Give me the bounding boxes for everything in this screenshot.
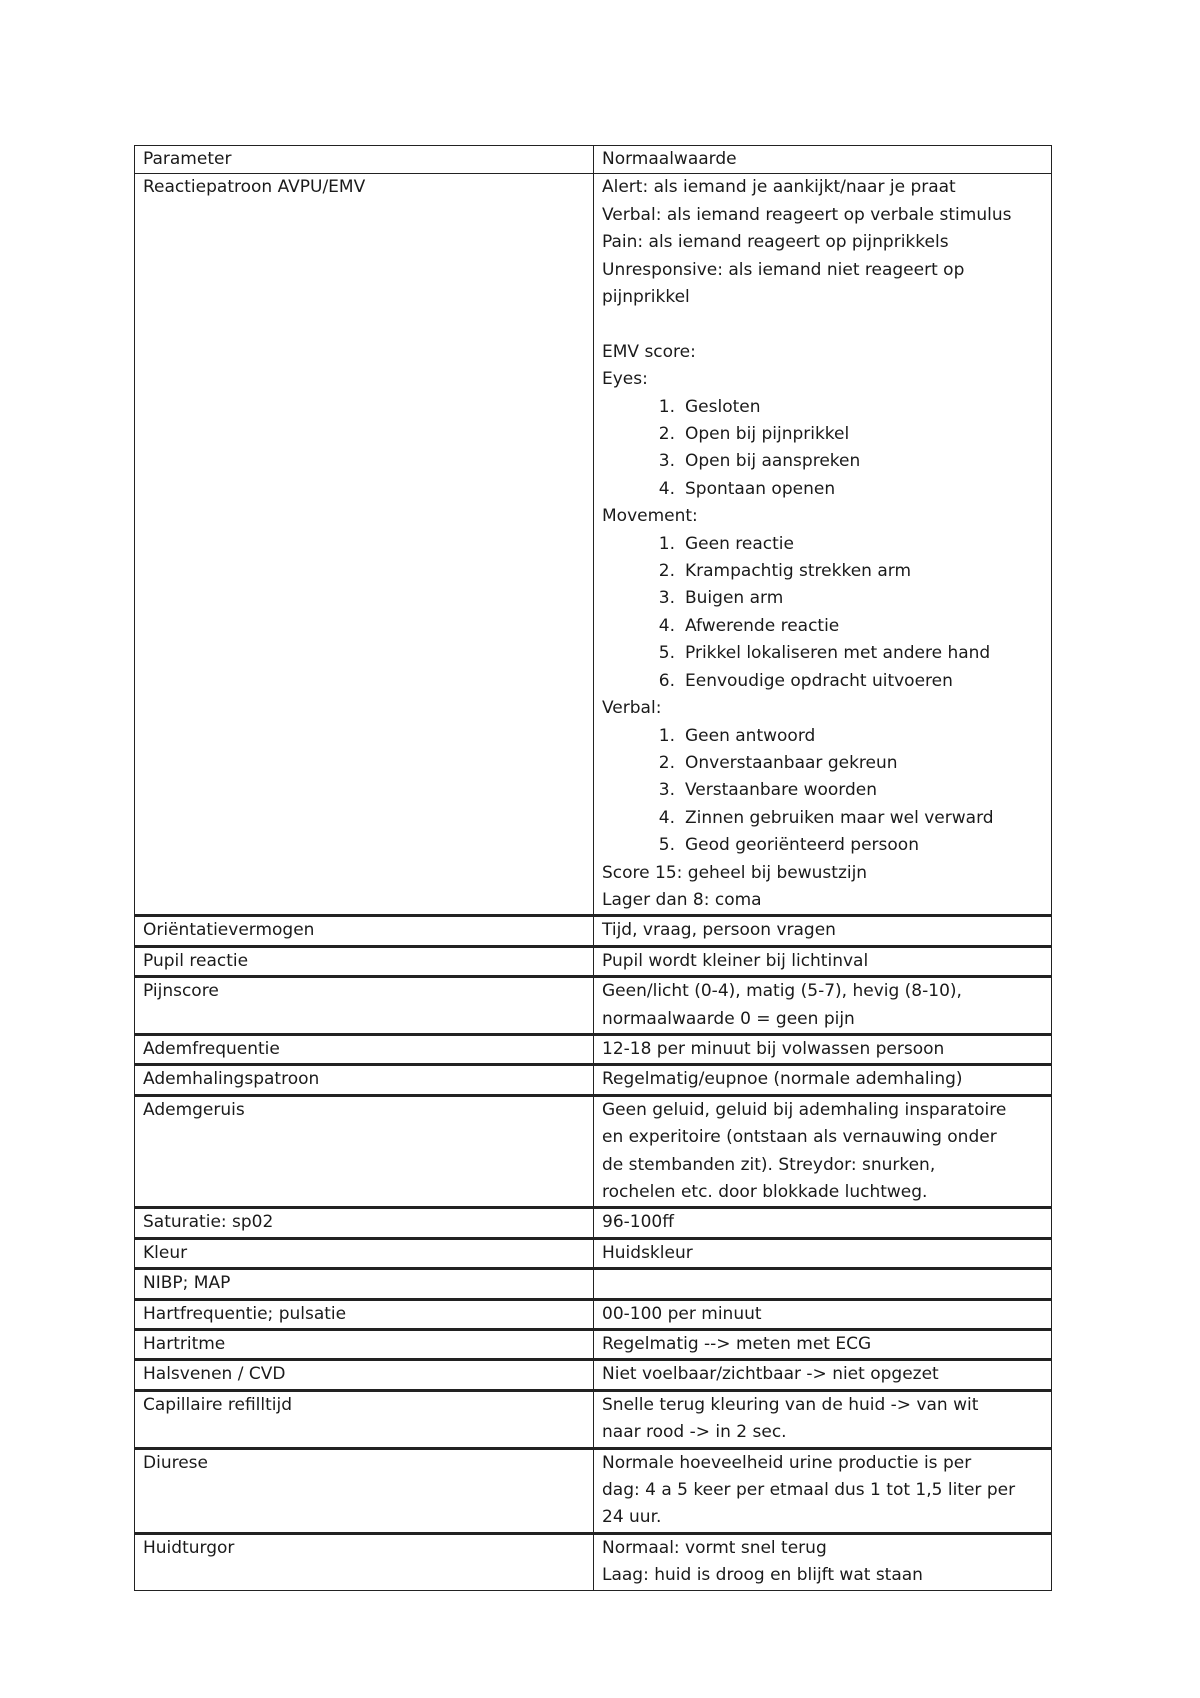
list-item bbox=[602, 805, 1043, 832]
blank-line bbox=[602, 311, 1043, 338]
value-line: Snelle terug kleuring van de huid -> van wit bbox=[602, 1394, 979, 1415]
parameter-cell bbox=[135, 1238, 594, 1268]
list-text: Open bij pijnprikkel bbox=[685, 424, 850, 445]
list-item bbox=[602, 585, 1043, 612]
parameter-label: Pijnscore bbox=[143, 981, 219, 1002]
movement-list bbox=[602, 531, 1043, 695]
table-row bbox=[135, 916, 1052, 946]
list-text: Verstaanbare woorden bbox=[685, 780, 877, 801]
value-line: 00-100 per minuut bbox=[602, 1303, 762, 1324]
list-item bbox=[602, 723, 1043, 750]
value-line: Geen/licht (0-4), matig (5-7), hevig (8-10), bbox=[602, 981, 962, 1002]
list-item bbox=[602, 750, 1043, 777]
list-text: Onverstaanbaar gekreun bbox=[685, 752, 898, 773]
list-item bbox=[602, 832, 1043, 859]
value-line: Normaal: vormt snel terug bbox=[602, 1537, 827, 1558]
list-number: 4. bbox=[658, 615, 675, 636]
avpu-parameter-cell: Reactiepatroon AVPU/EMV bbox=[135, 174, 594, 916]
list-number: 4. bbox=[658, 807, 675, 828]
list-text: Krampachtig strekken arm bbox=[685, 561, 912, 582]
value-line: en experitoire (ontstaan als vernauwing onder bbox=[602, 1127, 997, 1148]
header-value: Normaalwaarde bbox=[594, 146, 1052, 174]
value-line: Regelmatig/eupnoe (normale ademhaling) bbox=[602, 1069, 963, 1090]
table-row bbox=[135, 977, 1052, 1035]
parameter-label: Oriëntatievermogen bbox=[143, 920, 315, 941]
parameter-label: Ademgeruis bbox=[143, 1099, 245, 1120]
value-cell bbox=[594, 1330, 1052, 1360]
list-number: 6. bbox=[658, 670, 675, 691]
list-text: Geen reactie bbox=[685, 533, 794, 554]
value-line: rochelen etc. door blokkade luchtweg. bbox=[602, 1182, 928, 1203]
table-row bbox=[135, 1448, 1052, 1533]
value-line: Laag: huid is droog en blijft wat staan bbox=[602, 1565, 923, 1586]
list-number: 5. bbox=[658, 643, 675, 664]
value-line: naar rood -> in 2 sec. bbox=[602, 1422, 787, 1443]
parameter-cell bbox=[135, 1330, 594, 1360]
table-row bbox=[135, 1533, 1052, 1590]
value-cell bbox=[594, 916, 1052, 946]
list-item bbox=[602, 613, 1043, 640]
list-text: Buigen arm bbox=[685, 588, 784, 609]
list-text: Afwerende reactie bbox=[685, 615, 840, 636]
eyes-list bbox=[602, 394, 1043, 504]
parameter-table bbox=[134, 145, 1052, 1591]
parameter-cell bbox=[135, 1448, 594, 1533]
parameter-label: Huidturgor bbox=[143, 1537, 235, 1558]
emv-title: EMV score: bbox=[602, 341, 696, 362]
header-parameter: Parameter bbox=[135, 146, 594, 174]
parameter-cell bbox=[135, 1390, 594, 1448]
score-line: Score 15: geheel bij bewustzijn bbox=[602, 862, 868, 883]
list-number: 5. bbox=[658, 835, 675, 856]
table-row bbox=[135, 1208, 1052, 1238]
list-text: Geod georiënteerd persoon bbox=[685, 835, 919, 856]
avpu-line: pijnprikkel bbox=[602, 287, 690, 308]
list-number: 2. bbox=[658, 752, 675, 773]
parameter-label: Halsvenen / CVD bbox=[143, 1364, 286, 1385]
value-cell bbox=[594, 977, 1052, 1035]
value-cell bbox=[594, 1238, 1052, 1268]
table-row bbox=[135, 1360, 1052, 1390]
list-number: 3. bbox=[658, 588, 675, 609]
value-cell bbox=[594, 1095, 1052, 1208]
list-number: 2. bbox=[658, 424, 675, 445]
verbal-list bbox=[602, 723, 1043, 860]
list-item bbox=[602, 640, 1043, 667]
value-line bbox=[602, 1270, 1043, 1297]
avpu-value-cell bbox=[594, 174, 1052, 916]
list-number: 3. bbox=[658, 451, 675, 472]
value-cell bbox=[594, 1360, 1052, 1390]
table-header-row bbox=[135, 146, 1052, 174]
list-item bbox=[602, 476, 1043, 503]
value-cell bbox=[594, 1390, 1052, 1448]
list-item bbox=[602, 558, 1043, 585]
value-cell bbox=[594, 1208, 1052, 1238]
list-text: Spontaan openen bbox=[685, 478, 836, 499]
table-body bbox=[135, 146, 1052, 1591]
parameter-cell bbox=[135, 916, 594, 946]
list-text: Geen antwoord bbox=[685, 725, 816, 746]
eyes-title: Eyes: bbox=[602, 369, 648, 390]
parameter-cell bbox=[135, 1095, 594, 1208]
parameter-label: Hartfrequentie; pulsatie bbox=[143, 1303, 347, 1324]
value-line: Regelmatig --> meten met ECG bbox=[602, 1334, 872, 1355]
avpu-line: Alert: als iemand je aankijkt/naar je praat bbox=[602, 177, 956, 198]
list-item bbox=[602, 777, 1043, 804]
value-line: 96-100ff bbox=[602, 1212, 674, 1233]
list-text: Open bij aanspreken bbox=[685, 451, 861, 472]
value-cell bbox=[594, 1034, 1052, 1064]
parameter-cell bbox=[135, 977, 594, 1035]
parameter-cell bbox=[135, 1360, 594, 1390]
table-row bbox=[135, 1034, 1052, 1064]
value-cell bbox=[594, 1065, 1052, 1095]
list-number: 2. bbox=[658, 561, 675, 582]
table-row-avpu bbox=[135, 174, 1052, 916]
parameter-label: Ademhalingspatroon bbox=[143, 1069, 320, 1090]
list-item bbox=[602, 531, 1043, 558]
parameter-label: Hartritme bbox=[143, 1334, 226, 1355]
table-row bbox=[135, 1238, 1052, 1268]
parameter-label: Ademfrequentie bbox=[143, 1038, 280, 1059]
parameter-label: NIBP; MAP bbox=[143, 1273, 231, 1294]
value-line: normaalwaarde 0 = geen pijn bbox=[602, 1008, 855, 1029]
verbal-title: Verbal: bbox=[602, 698, 662, 719]
parameter-label: Diurese bbox=[143, 1452, 208, 1473]
table-row bbox=[135, 1269, 1052, 1299]
value-line: 24 uur. bbox=[602, 1507, 662, 1528]
list-text: Prikkel lokaliseren met andere hand bbox=[685, 643, 991, 664]
table-row bbox=[135, 1330, 1052, 1360]
value-cell bbox=[594, 1269, 1052, 1299]
parameter-cell bbox=[135, 1269, 594, 1299]
table-row bbox=[135, 1095, 1052, 1208]
value-line: de stembanden zit). Streydor: snurken, bbox=[602, 1154, 936, 1175]
list-text: Eenvoudige opdracht uitvoeren bbox=[685, 670, 953, 691]
movement-title: Movement: bbox=[602, 506, 698, 527]
parameter-cell bbox=[135, 1034, 594, 1064]
value-cell bbox=[594, 1533, 1052, 1590]
list-item bbox=[602, 668, 1043, 695]
value-cell bbox=[594, 1448, 1052, 1533]
parameter-label: Capillaire refilltijd bbox=[143, 1394, 292, 1415]
list-number: 1. bbox=[658, 725, 675, 746]
list-item bbox=[602, 421, 1043, 448]
list-item bbox=[602, 394, 1043, 421]
parameter-cell bbox=[135, 946, 594, 976]
parameter-label: Kleur bbox=[143, 1242, 188, 1263]
parameter-label: Saturatie: sp02 bbox=[143, 1212, 274, 1233]
value-line: 12-18 per minuut bij volwassen persoon bbox=[602, 1038, 945, 1059]
value-line: Tijd, vraag, persoon vragen bbox=[602, 920, 836, 941]
parameter-label: Pupil reactie bbox=[143, 950, 249, 971]
list-item bbox=[602, 448, 1043, 475]
value-line: Pupil wordt kleiner bij lichtinval bbox=[602, 950, 869, 971]
list-number: 1. bbox=[658, 533, 675, 554]
list-text: Gesloten bbox=[685, 396, 761, 417]
list-text: Zinnen gebruiken maar wel verward bbox=[685, 807, 994, 828]
avpu-line: Pain: als iemand reageert op pijnprikkels bbox=[602, 232, 949, 253]
value-line: Niet voelbaar/zichtbaar -> niet opgezet bbox=[602, 1364, 939, 1385]
table-row bbox=[135, 1065, 1052, 1095]
table-row bbox=[135, 1390, 1052, 1448]
table-row bbox=[135, 946, 1052, 976]
list-number: 3. bbox=[658, 780, 675, 801]
parameter-cell bbox=[135, 1299, 594, 1329]
value-line: Huidskleur bbox=[602, 1242, 693, 1263]
parameter-cell bbox=[135, 1533, 594, 1590]
list-number: 4. bbox=[658, 478, 675, 499]
parameter-cell bbox=[135, 1065, 594, 1095]
table-row bbox=[135, 1299, 1052, 1329]
value-line: Geen geluid, geluid bij ademhaling insparatoire bbox=[602, 1099, 1007, 1120]
value-line: dag: 4 a 5 keer per etmaal dus 1 tot 1,5 liter per bbox=[602, 1480, 1016, 1501]
value-line: Normale hoeveelheid urine productie is per bbox=[602, 1452, 972, 1473]
value-cell bbox=[594, 1299, 1052, 1329]
avpu-line: Unresponsive: als iemand niet reageert op bbox=[602, 259, 965, 280]
parameter-cell bbox=[135, 1208, 594, 1238]
list-number: 1. bbox=[658, 396, 675, 417]
value-cell bbox=[594, 946, 1052, 976]
score-line: Lager dan 8: coma bbox=[602, 889, 762, 910]
avpu-line: Verbal: als iemand reageert op verbale stimulus bbox=[602, 204, 1012, 225]
